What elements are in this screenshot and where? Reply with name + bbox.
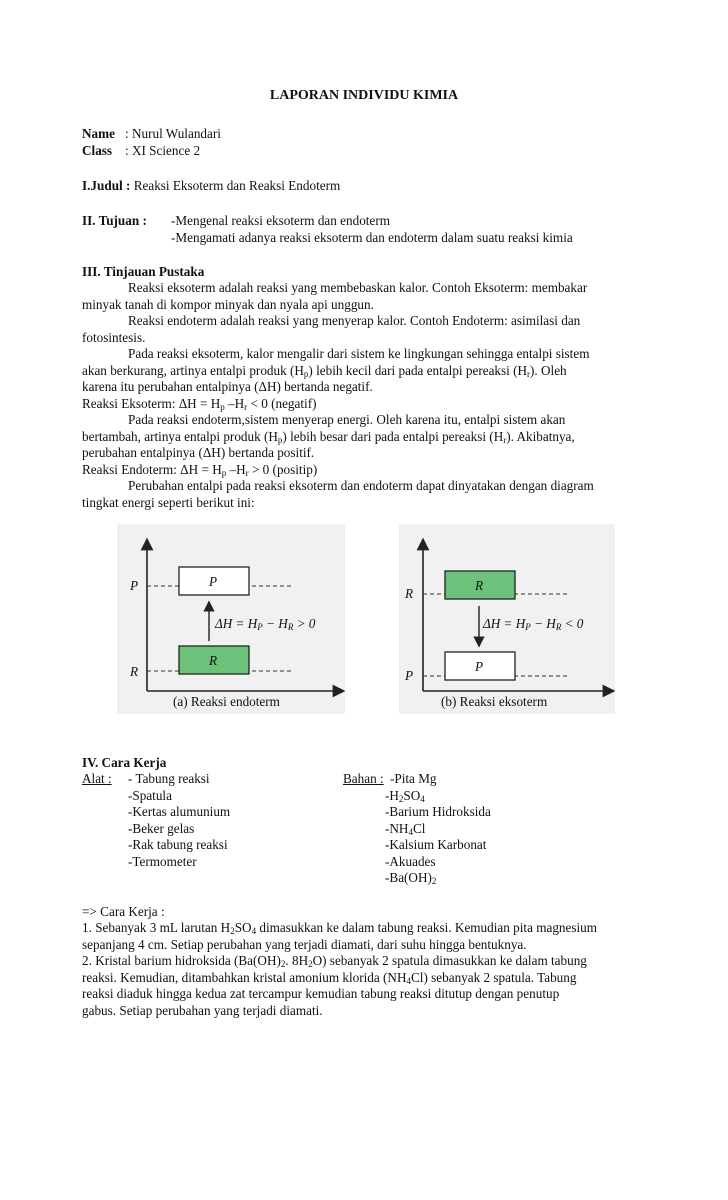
label-p: P bbox=[405, 668, 414, 683]
box-top-label: P bbox=[209, 574, 218, 589]
paragraph-line: fotosintesis. bbox=[82, 330, 146, 345]
bahan-item: -Barium Hidroksida bbox=[385, 804, 491, 819]
tujuan-item: -Mengamati adanya reaksi eksoterm dan endoterm dalam suatu reaksi kimia bbox=[171, 230, 573, 245]
name-label: Name bbox=[82, 126, 115, 141]
bahan-item: -Pita Mg bbox=[390, 771, 437, 786]
paragraph-line: akan berkurang, artinya entalpi produk $(H_p)$ lebih kecil dari pada entalpi pereaksi $(H_r)$. Oleh bbox=[82, 363, 567, 379]
alat-item: -Beker gelas bbox=[128, 821, 195, 836]
figure-caption: (b) Reaksi eksoterm bbox=[441, 694, 548, 709]
diagram-eksoterm bbox=[399, 524, 615, 714]
judul-label: I.Judul : bbox=[82, 178, 131, 193]
box-top-label: R bbox=[475, 578, 484, 593]
paragraph-line: Reaksi endoterm adalah reaksi yang menyerap kalor. Contoh Endoterm: asimilasi dan bbox=[128, 313, 581, 328]
step-line: sepanjang 4 cm. Setiap perubahan yang terjadi diamati, dari suhu hingga bentuknya. bbox=[82, 937, 527, 952]
alat-item: -Rak tabung reaksi bbox=[128, 837, 228, 852]
diagram-endoterm bbox=[117, 524, 345, 714]
endoterm-formula: Reaksi Endoterm: $\Delta H = H_p$ $-H_r > 0$ (positip) bbox=[82, 462, 318, 478]
tujuan-item: -Mengenal reaksi eksoterm dan endoterm bbox=[171, 213, 390, 228]
box-bottom-label: R bbox=[209, 653, 218, 668]
paragraph-line: Pada reaksi eksoterm, kalor mengalir dari sistem ke lingkungan sehingga entalpi sistem bbox=[128, 346, 590, 361]
tujuan-label: II. Tujuan : bbox=[82, 213, 147, 228]
step-line: reaksi diaduk hingga kedua zat tercampur kemudian tabung reaksi ditutup dengan penutup bbox=[82, 986, 560, 1001]
step-line: gabus. Setiap perubahan yang terjadi diamati. bbox=[82, 1003, 323, 1018]
box-bottom-label: P bbox=[475, 659, 484, 674]
alat-item: -Termometer bbox=[128, 854, 197, 869]
bahan-label: Bahan : bbox=[343, 771, 384, 786]
bahan-item: -Kalsium Karbonat bbox=[385, 837, 487, 852]
page-title: LAPORAN INDIVIDU KIMIA bbox=[269, 88, 459, 103]
judul-value: Reaksi Eksoterm dan Reaksi Endoterm bbox=[133, 178, 341, 193]
alat-item: - Tabung reaksi bbox=[128, 771, 210, 786]
name-value: : Nurul Wulandari bbox=[125, 126, 221, 141]
class-label: Class bbox=[82, 143, 113, 158]
cara-intro: => Cara Kerja : bbox=[82, 904, 165, 919]
cara-heading: IV. Cara Kerja bbox=[82, 755, 167, 770]
step-line: 2. Kristal barium hidroksida ($Ba(OH)_2$. $8H_2O$) sebanyak 2 spatula dimasukkan ke dalam tabung bbox=[82, 953, 587, 969]
paragraph-line: perubahan entalpinya (ΔH) bertanda positif. bbox=[82, 445, 315, 460]
tinjauan-heading: III. Tinjauan Pustaka bbox=[82, 264, 205, 279]
alat-item: -Kertas alumunium bbox=[128, 804, 231, 819]
paragraph-line: Reaksi eksoterm adalah reaksi yang membebaskan kalor. Contoh Eksoterm: membakar bbox=[128, 280, 588, 295]
label-r: R bbox=[405, 586, 414, 601]
step-line: 1. Sebanyak 3 mL larutan $H_2SO_4$ dimasukkan ke dalam tabung reaksi. Kemudian pita magnesium bbox=[82, 920, 598, 936]
paragraph-line: Pada reaksi endoterm,sistem menyerap energi. Oleh karena itu, entalpi sistem akan bbox=[128, 412, 566, 427]
paragraph-line: tingkat energi seperti berikut ini: bbox=[82, 495, 255, 510]
label-r: R bbox=[130, 664, 139, 679]
paragraph-line: bertambah, artinya entalpi produk $(H_p)$ lebih besar dari pada entalpi pereaksi $(H_r)$. Akibatnya, bbox=[82, 429, 575, 445]
class-value: : XI Science 2 bbox=[125, 143, 201, 158]
figure-caption: (a) Reaksi endoterm bbox=[173, 694, 280, 709]
bahan-item: $-Ba(OH)_2$ bbox=[385, 870, 437, 886]
bahan-item: $-NH_4Cl$ bbox=[385, 821, 426, 837]
alat-label: Alat : bbox=[82, 771, 112, 786]
paragraph-line: karena itu perubahan entalpinya (ΔH) bertanda negatif. bbox=[82, 379, 373, 394]
paragraph-line: Perubahan entalpi pada reaksi eksoterm dan endoterm dapat dinyatakan dengan diagram bbox=[128, 478, 594, 493]
bahan-item: $-H_2SO_4$ bbox=[385, 788, 425, 804]
step-line: reaksi. Kemudian, ditambahkan kristal amonium klorida $(NH_4Cl)$ sebanyak 2 spatula. Tabung bbox=[82, 970, 577, 986]
judul-line bbox=[82, 178, 340, 194]
bahan-item: -Akuades bbox=[385, 854, 436, 869]
delta-h-label: $\Delta H = H_P - H_R > 0$ bbox=[215, 616, 316, 632]
label-p: P bbox=[130, 578, 139, 593]
paragraph-line: minyak tanah di kompor minyak dan nyala api unggun. bbox=[82, 297, 374, 312]
eksoterm-formula: Reaksi Eksoterm: $\Delta H = H_p$ $-H_r < 0$ (negatif) bbox=[82, 396, 317, 412]
alat-item: -Spatula bbox=[128, 788, 172, 803]
delta-h-label: $\Delta H = H_P - H_R < 0$ bbox=[483, 616, 584, 632]
